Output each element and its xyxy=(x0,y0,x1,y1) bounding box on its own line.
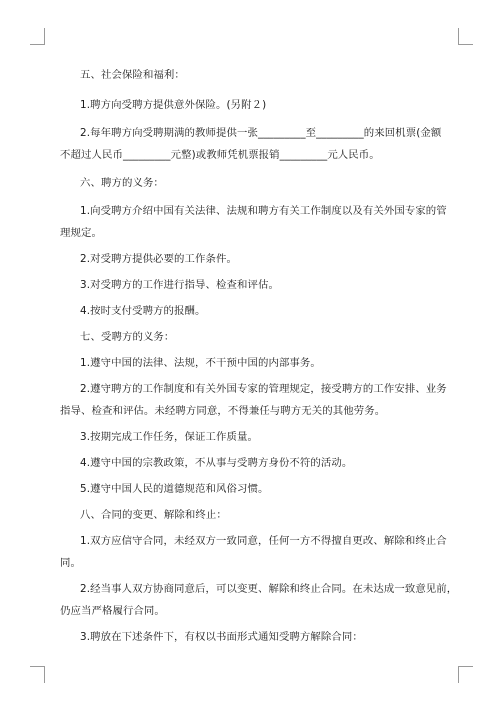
clause-8-3: 3.聘放在下述条件下，有权以书面形式通知受聘方解除合同： xyxy=(80,631,363,643)
clause-8-1-line-1: 1.双方应信守合同，未经双方一致同意，任何一方不得擅自更改、解除和终止合 xyxy=(80,535,447,547)
clause-8-2-line-2: 仍应当严格履行合同。 xyxy=(60,605,165,617)
clause-6-2: 2.对受聘方提供必要的工作条件。 xyxy=(80,253,237,265)
section-heading-6: 六、聘方的义务： xyxy=(80,177,164,189)
clause-7-1: 1.遵守中国的法律、法规，不干预中国的内部事务。 xyxy=(80,357,321,369)
crop-mark-top-right xyxy=(458,28,473,45)
clause-7-3: 3.按期完成工作任务，保证工作质量。 xyxy=(80,431,258,443)
section-heading-7: 七、受聘方的义务： xyxy=(80,331,175,343)
clause-7-2-line-2: 指导、检查和评估。未经聘方同意，不得兼任与聘方无关的其他劳务。 xyxy=(60,405,386,417)
crop-mark-bottom-right xyxy=(458,666,473,683)
clause-7-4: 4.遵守中国的宗教政策，不从事与受聘方身份不符的活动。 xyxy=(80,457,353,469)
clause-8-2-line-1: 2.经当事人双方协商同意后，可以变更、解除和终止合同。在未达成一致意见前， xyxy=(80,583,458,595)
clause-5-2-line-1: 2.每年聘方向受聘期满的教师提供一张_________至_________的来回机票(金额 xyxy=(80,127,442,139)
clause-6-4: 4.按时支付受聘方的报酬。 xyxy=(80,305,206,317)
clause-5-1: 1.聘方向受聘方提供意外保险。(另附２) xyxy=(80,99,267,111)
clause-5-2-line-2: 不超过人民币_________元整)或教师凭机票报销_________元人民币。 xyxy=(60,149,380,161)
clause-6-3: 3.对受聘方的工作进行指导、检查和评估。 xyxy=(80,279,279,291)
crop-mark-top-left xyxy=(30,28,45,45)
crop-mark-bottom-left xyxy=(30,666,45,683)
clause-8-1-line-2: 同。 xyxy=(60,557,81,569)
clause-7-2-line-1: 2.遵守聘方的工作制度和有关外国专家的管理规定，接受聘方的工作安排、业务 xyxy=(80,383,447,395)
section-heading-8: 八、合同的变更、解除和终止： xyxy=(80,509,227,521)
clause-7-5: 5.遵守中国人民的道德规范和风俗习惯。 xyxy=(80,483,269,495)
section-heading-5: 五、社会保险和福利： xyxy=(80,69,185,81)
clause-6-1-line-2: 理规定。 xyxy=(60,227,102,239)
clause-6-1-line-1: 1.向受聘方介绍中国有关法律、法规和聘方有关工作制度以及有关外国专家的管 xyxy=(80,205,447,217)
